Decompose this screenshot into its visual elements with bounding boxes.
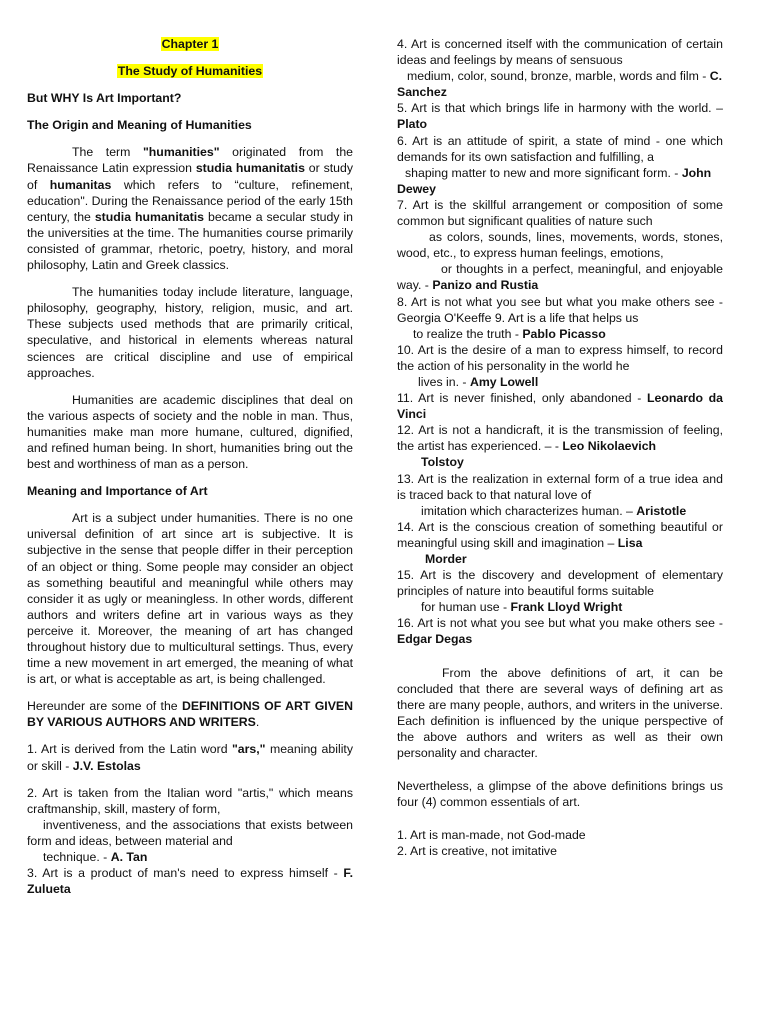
- meaning-heading: Meaning and Importance of Art: [27, 484, 208, 499]
- definition-10-cont: lives in. - Amy Lowell: [418, 374, 539, 389]
- chapter-label: [27, 36, 353, 52]
- essential-1: 1. Art is man-made, not God-made: [397, 828, 586, 843]
- definition-12-cont: Tolstoy: [421, 455, 464, 470]
- definition-15: 15. Art is the discovery and development of elementary principles of nature into beautiful forms suitable: [397, 568, 723, 599]
- definition-8-9: 8. Art is not what you see but what you make others see - Georgia O'Keeffe 9. Art is a life that helps us: [397, 294, 723, 325]
- paragraph-origin: The term "humanities" originated from the Renaissance Latin expression studia humanitatis or study of humanitas which refers to “culture, refinement, education". During the Renaissance period of the early 15th century, the studia humanitatis became a secular study in the universities at the time. The humanities course primarily consisted of grammar, rhetoric, poetry, history, and moral philosophy, Latin and Greek classics.: [27, 145, 353, 273]
- paragraph-conclusion: From the above definitions of art, it can be concluded that there are several ways of defining art as there are many people, authors, and writers in the universe. Each definition is influenced by the unique perspective of the above authors and writers as well as their own personality and character.: [397, 665, 723, 761]
- why-heading: But WHY Is Art Important?: [27, 91, 182, 106]
- paragraph-art-subject: Art is a subject under humanities. There is no one universal definition of art since art is subjective. It is subjective in the sense that people differ in their perception of an object or thing. Some people may consider an object as something beautiful and meaningful while others may consider it as ugly or meaningless. In other words, different authors and writers define art in various ways as they perceive it. Moreover, the meaning of art has changed throughout history due to multicultural settings. Thus, every time a new movement in art emerged, the meaning of what is art, or what is acceptable as art, is being challenged.: [27, 511, 353, 687]
- essential-2: 2. Art is creative, not imitative: [397, 844, 557, 859]
- title-highlight: The Study of Humanities: [117, 64, 263, 79]
- left-column: [27, 36, 353, 897]
- definition-13: 13. Art is the realization in external form of a true idea and is traced back to that natural love of: [397, 471, 723, 502]
- definition-14: 14. Art is the conscious creation of something beautiful or meaningful using skill and imagination – Lisa: [397, 519, 723, 550]
- definition-4-cont: medium, color, sound, bronze, marble, words and film - C. Sanchez: [397, 69, 723, 100]
- definition-16: 16. Art is not what you see but what you make others see - Edgar Degas: [397, 616, 723, 647]
- paragraph-today: The humanities today include literature, language, philosophy, geography, history, religion, music, and art. These subjects used methods that are primarily critical, speculative, and historical in elements whereas natural sciences are critical discipline and use of empirical approaches.: [27, 285, 353, 380]
- definition-2-end: technique. - A. Tan: [43, 850, 148, 865]
- definition-9-cont: to realize the truth - Pablo Picasso: [413, 326, 606, 341]
- definition-12: 12. Art is not a handicraft, it is the transmission of feeling, the artist has experienced. – - Leo Nikolaevich: [397, 423, 723, 454]
- definition-14-cont: Morder: [425, 552, 467, 566]
- paragraph-disciplines: Humanities are academic disciplines that deal on the various aspects of society and the noble in man. Thus, humanities make man more humane, cultured, dignified, and refined human being. In short, humanities bring out the best and worthiness of man as a person.: [27, 392, 353, 472]
- definition-13-cont: imitation which characterizes human. – Aristotle: [421, 503, 687, 518]
- definition-10: 10. Art is the desire of a man to express himself, to record the action of his personality in the world he: [397, 342, 723, 373]
- chapter-highlight: Chapter 1: [161, 37, 219, 51]
- definition-1: 1. Art is derived from the Latin word "ars," meaning ability or skill - J.V. Estolas: [27, 742, 353, 773]
- definition-6-cont: shaping matter to new and more significant form. - John Dewey: [397, 165, 712, 196]
- definition-2: 2. Art is taken from the Italian word "artis," which means craftmanship, skill, mastery of form,: [27, 785, 353, 816]
- definition-6: 6. Art is an attitude of spirit, a state of mind - one which demands for its own satisfaction and fulfilling, a: [397, 133, 723, 164]
- definition-4: 4. Art is concerned itself with the communication of certain ideas and feelings by means of sensuous: [397, 37, 723, 68]
- chapter-title: [27, 63, 353, 79]
- definition-7-cont: as colors, sounds, lines, movements, words, stones, wood, etc., to express human feelings, emotions,: [397, 230, 723, 261]
- definition-11: 11. Art is never finished, only abandoned - Leonardo da Vinci: [397, 391, 723, 422]
- paragraph-definitions-intro: Hereunder are some of the DEFINITIONS OF ART GIVEN BY VARIOUS AUTHORS AND WRITERS.: [27, 699, 353, 730]
- definition-5: 5. Art is that which brings life in harmony with the world. – Plato: [397, 101, 723, 132]
- definition-2-cont: inventiveness, and the associations that exists between form and ideas, between material and: [27, 817, 353, 848]
- definition-3: 3. Art is a product of man's need to express himself - F. Zulueta: [27, 866, 353, 897]
- definition-7-end: or thoughts in a perfect, meaningful, and enjoyable way. - Panizo and Rustia: [397, 262, 723, 293]
- paragraph-nevertheless: Nevertheless, a glimpse of the above definitions brings us four (4) common essentials of art.: [397, 779, 723, 810]
- origin-heading: The Origin and Meaning of Humanities: [27, 118, 252, 133]
- definition-15-cont: for human use - Frank Lloyd Wright: [421, 600, 623, 615]
- definition-7: 7. Art is the skillful arrangement or composition of some common but significant qualities of nature such: [397, 197, 723, 229]
- right-column: [397, 36, 723, 860]
